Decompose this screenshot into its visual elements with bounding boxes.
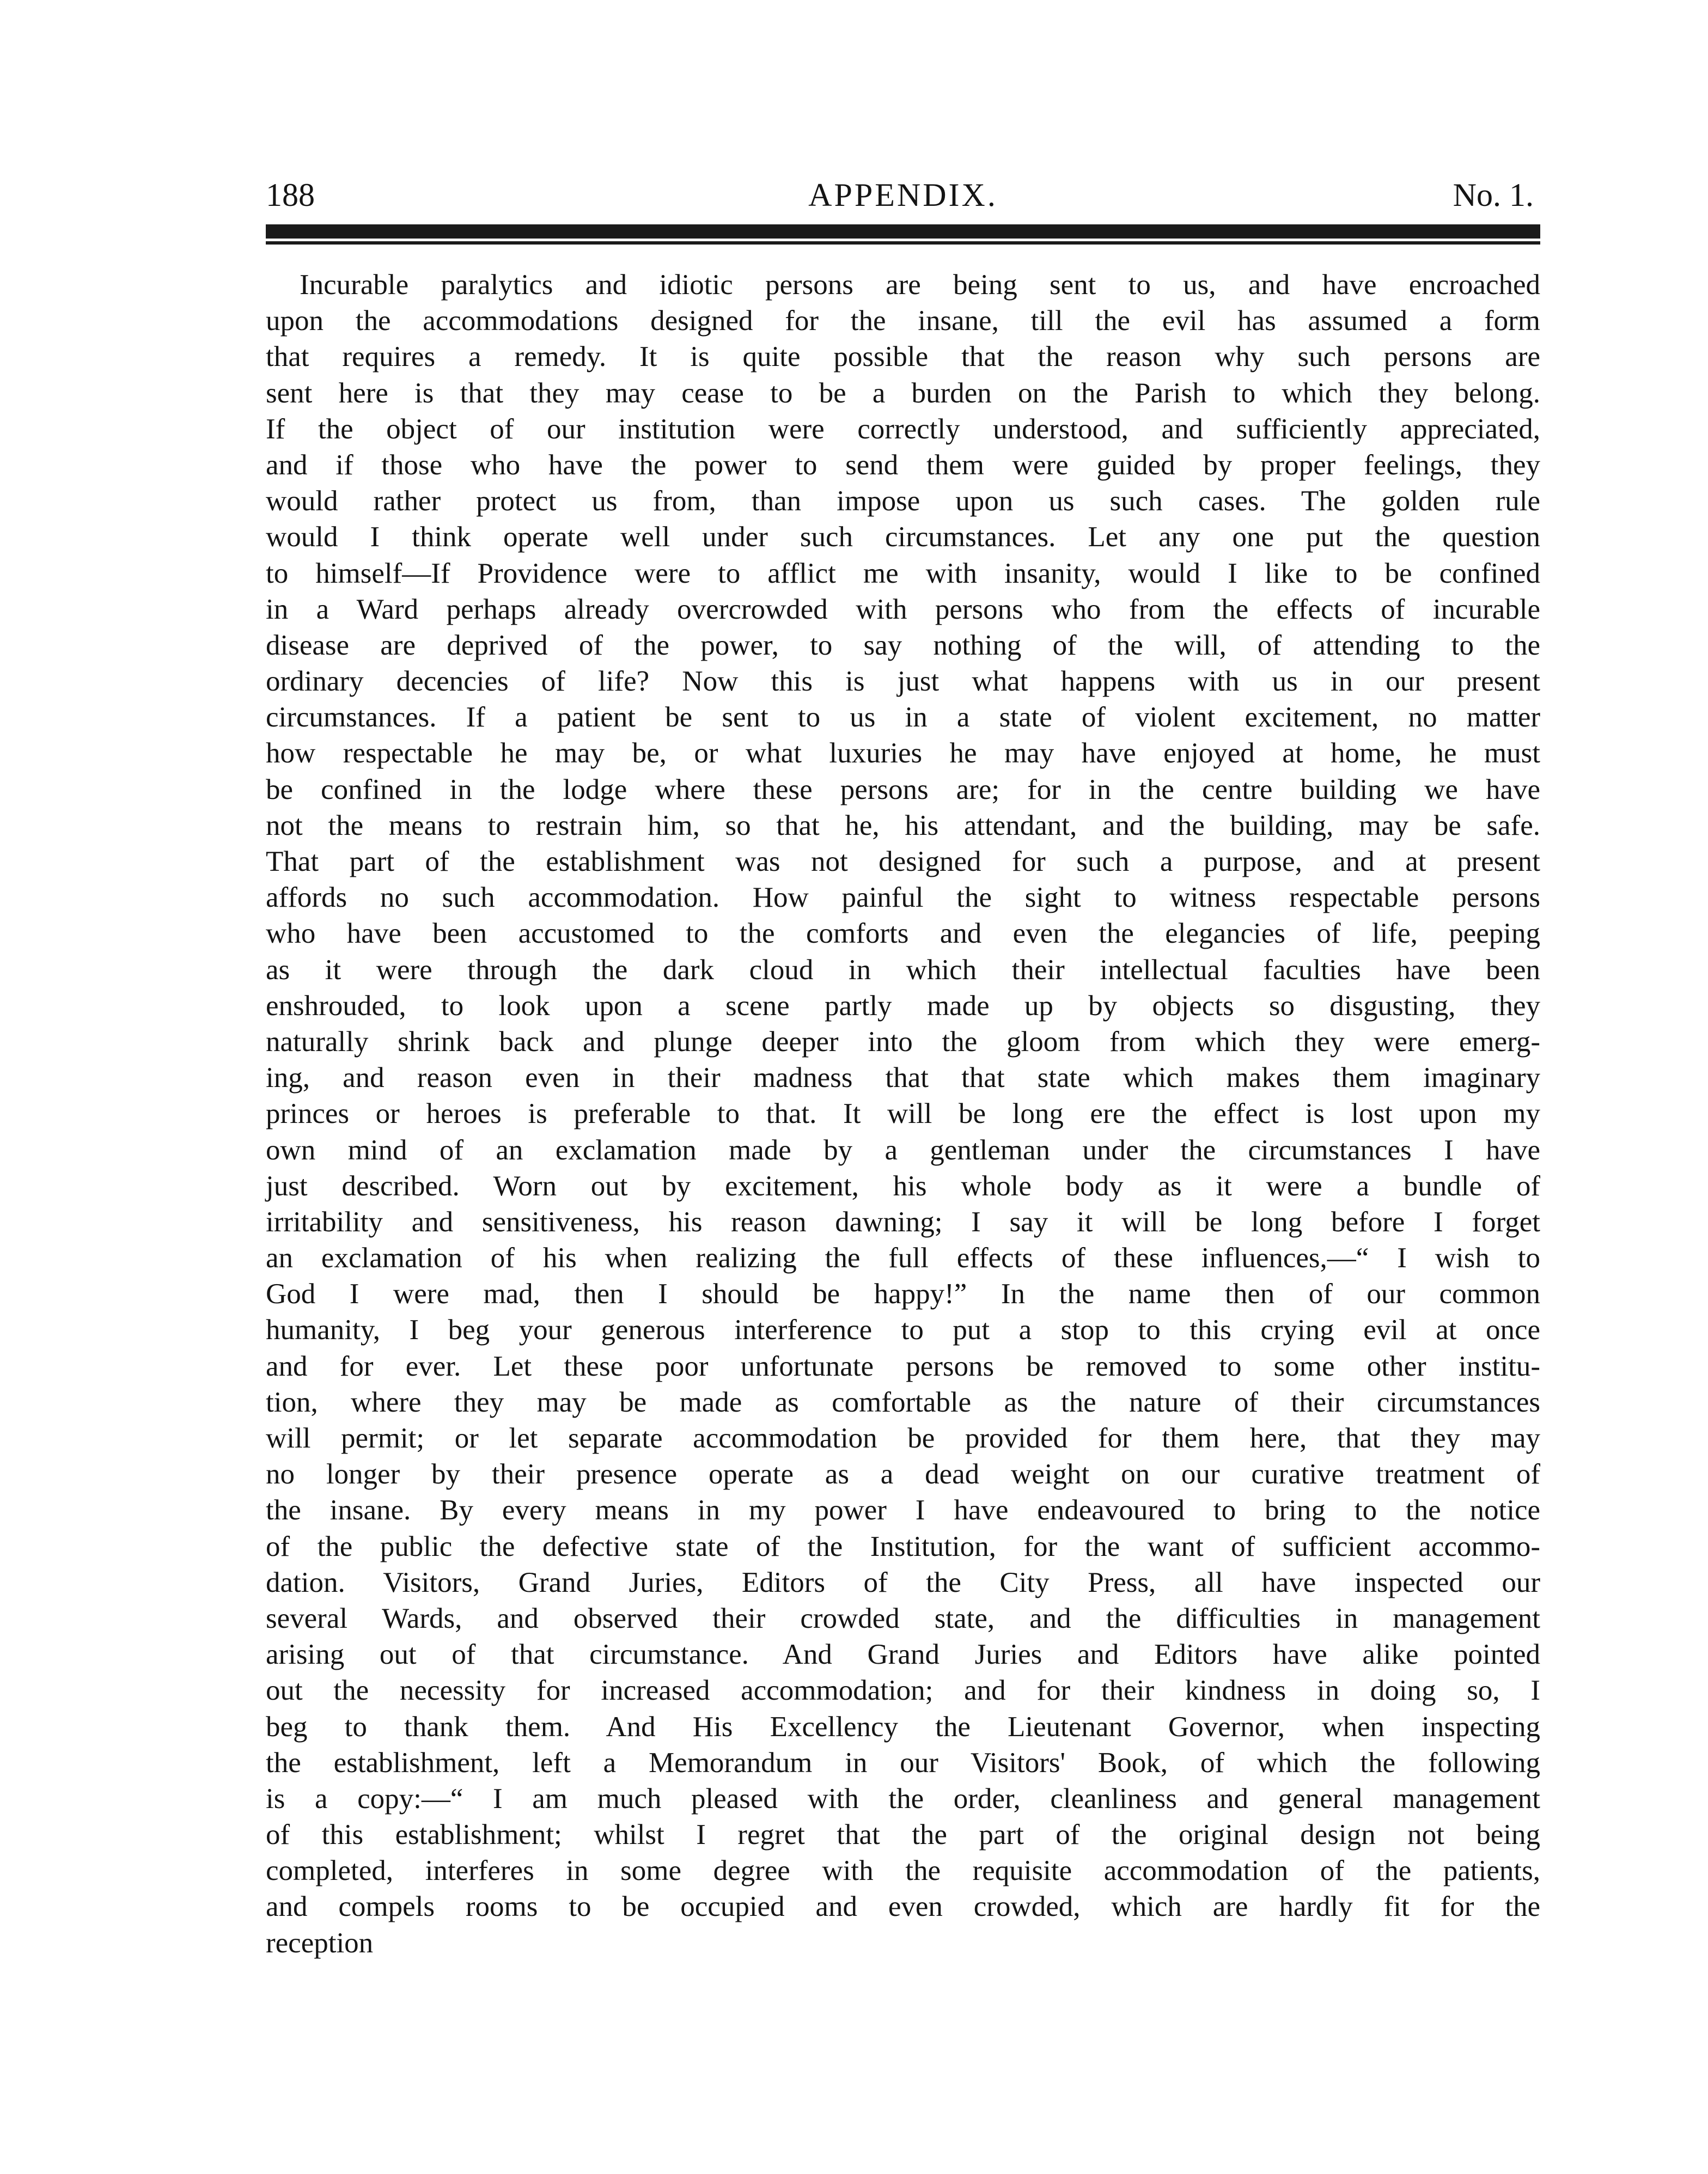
- text-line: irritability and sensitiveness, his reason dawning; I say it will be long before I forget: [266, 1206, 1540, 1238]
- page-header: [266, 173, 1540, 217]
- text-line: who have been accustomed to the comforts and even the elegancies of life, peeping: [266, 918, 1540, 950]
- text-line: and for ever. Let these poor unfortunate persons be removed to some other institu-: [266, 1350, 1540, 1382]
- running-title: APPENDIX.: [808, 177, 998, 213]
- text-line: circumstances. If a patient be sent to us in a state of violent excitement, no matter: [266, 701, 1540, 734]
- text-line: be confined in the lodge where these persons are; for in the centre building we have: [266, 773, 1540, 805]
- text-line: sent here is that they may cease to be a burden on the Parish to which they belong.: [266, 377, 1540, 409]
- text-line: out the necessity for increased accommodation; and for their kindness in doing so, I: [266, 1675, 1540, 1707]
- text-line: to himself—If Providence were to afflict me with insanity, would I like to be confined: [266, 557, 1540, 589]
- text-line: of the public the defective state of the Institution, for the want of sufficient accommo-: [266, 1530, 1540, 1562]
- text-line: as it were through the dark cloud in which their intellectual faculties have been: [266, 954, 1540, 986]
- text-line: is a copy:—“ I am much pleased with the order, cleanliness and general management: [266, 1782, 1540, 1815]
- document-number: No. 1.: [1453, 177, 1534, 213]
- text-line: the establishment, left a Memorandum in our Visitors' Book, of which the following: [266, 1746, 1540, 1779]
- header-rule-thin: [266, 241, 1540, 245]
- text-line: an exclamation of his when realizing the full effects of these influences,—“ I wish to: [266, 1242, 1540, 1274]
- text-line: the insane. By every means in my power I have endeavoured to bring to the notice: [266, 1494, 1540, 1526]
- text-line: and compels rooms to be occupied and even crowded, which are hardly fit for the: [266, 1891, 1540, 1923]
- text-line: not the means to restrain him, so that he, his attendant, and the building, may be safe.: [266, 809, 1540, 841]
- header-rule-thick: [266, 224, 1540, 239]
- text-line: ordinary decencies of life? Now this is just what happens with us in our present: [266, 665, 1540, 698]
- text-line: tion, where they may be made as comfortable as the nature of their circumstances: [266, 1386, 1540, 1418]
- text-line: just described. Worn out by excitement, his whole body as it were a bundle of: [266, 1170, 1540, 1202]
- text-line: how respectable he may be, or what luxuries he may have enjoyed at home, he must: [266, 737, 1540, 770]
- text-line: princes or heroes is preferable to that. It will be long ere the effect is lost upon my: [266, 1098, 1540, 1130]
- text-line: arising out of that circumstance. And Grand Juries and Editors have alike pointed: [266, 1639, 1540, 1671]
- text-line: beg to thank them. And His Excellency the Lieutenant Governor, when inspecting: [266, 1711, 1540, 1743]
- text-line: naturally shrink back and plunge deeper into the gloom from which they were emerg-: [266, 1025, 1540, 1058]
- text-line: that requires a remedy. It is quite possible that the reason why such persons are: [266, 341, 1540, 373]
- text-line: completed, interferes in some degree with the requisite accommodation of the patients,: [266, 1855, 1540, 1887]
- text-line: affords no such accommodation. How painful the sight to witness respectable persons: [266, 882, 1540, 914]
- text-line: several Wards, and observed their crowded state, and the difficulties in management: [266, 1602, 1540, 1634]
- text-line: God I were mad, then I should be happy!” In the name then of our common: [266, 1278, 1540, 1310]
- text-line: would I think operate well under such circumstances. Let any one put the question: [266, 521, 1540, 553]
- text-line: humanity, I beg your generous interference to put a stop to this crying evil at once: [266, 1314, 1540, 1346]
- text-line: will permit; or let separate accommodation be provided for them here, that they may: [266, 1422, 1540, 1454]
- body-paragraph: [266, 267, 1540, 1997]
- text-line: That part of the establishment was not designed for such a purpose, and at present: [266, 846, 1540, 877]
- text-line: and if those who have the power to send them were guided by proper feelings, they: [266, 449, 1540, 481]
- text-line: in a Ward perhaps already overcrowded with persons who from the effects of incurable: [266, 593, 1540, 625]
- text-line: reception: [266, 1927, 374, 1959]
- text-line: enshrouded, to look upon a scene partly made up by objects so disgusting, they: [266, 990, 1540, 1022]
- text-line: Incurable paralytics and idiotic persons are being sent to us, and have encroached: [300, 269, 1540, 301]
- text-line: If the object of our institution were correctly understood, and sufficiently appreciated,: [266, 413, 1540, 445]
- text-line: would rather protect us from, than impose upon us such cases. The golden rule: [266, 485, 1540, 517]
- text-line: no longer by their presence operate as a dead weight on our curative treatment of: [266, 1458, 1540, 1491]
- text-line: dation. Visitors, Grand Juries, Editors of the City Press, all have inspected our: [266, 1566, 1540, 1598]
- text-line: ing, and reason even in their madness that that state which makes them imaginary: [266, 1062, 1540, 1094]
- catchword: [266, 1961, 1540, 1997]
- text-line: disease are deprived of the power, to say nothing of the will, of attending to the: [266, 629, 1540, 661]
- page-number: 188: [266, 177, 315, 213]
- text-line: of this establishment; whilst I regret that the part of the original design not being: [266, 1819, 1540, 1851]
- text-line: upon the accommodations designed for the insane, till the evil has assumed a form: [266, 305, 1540, 337]
- text-line: own mind of an exclamation made by a gentleman under the circumstances I have: [266, 1134, 1540, 1166]
